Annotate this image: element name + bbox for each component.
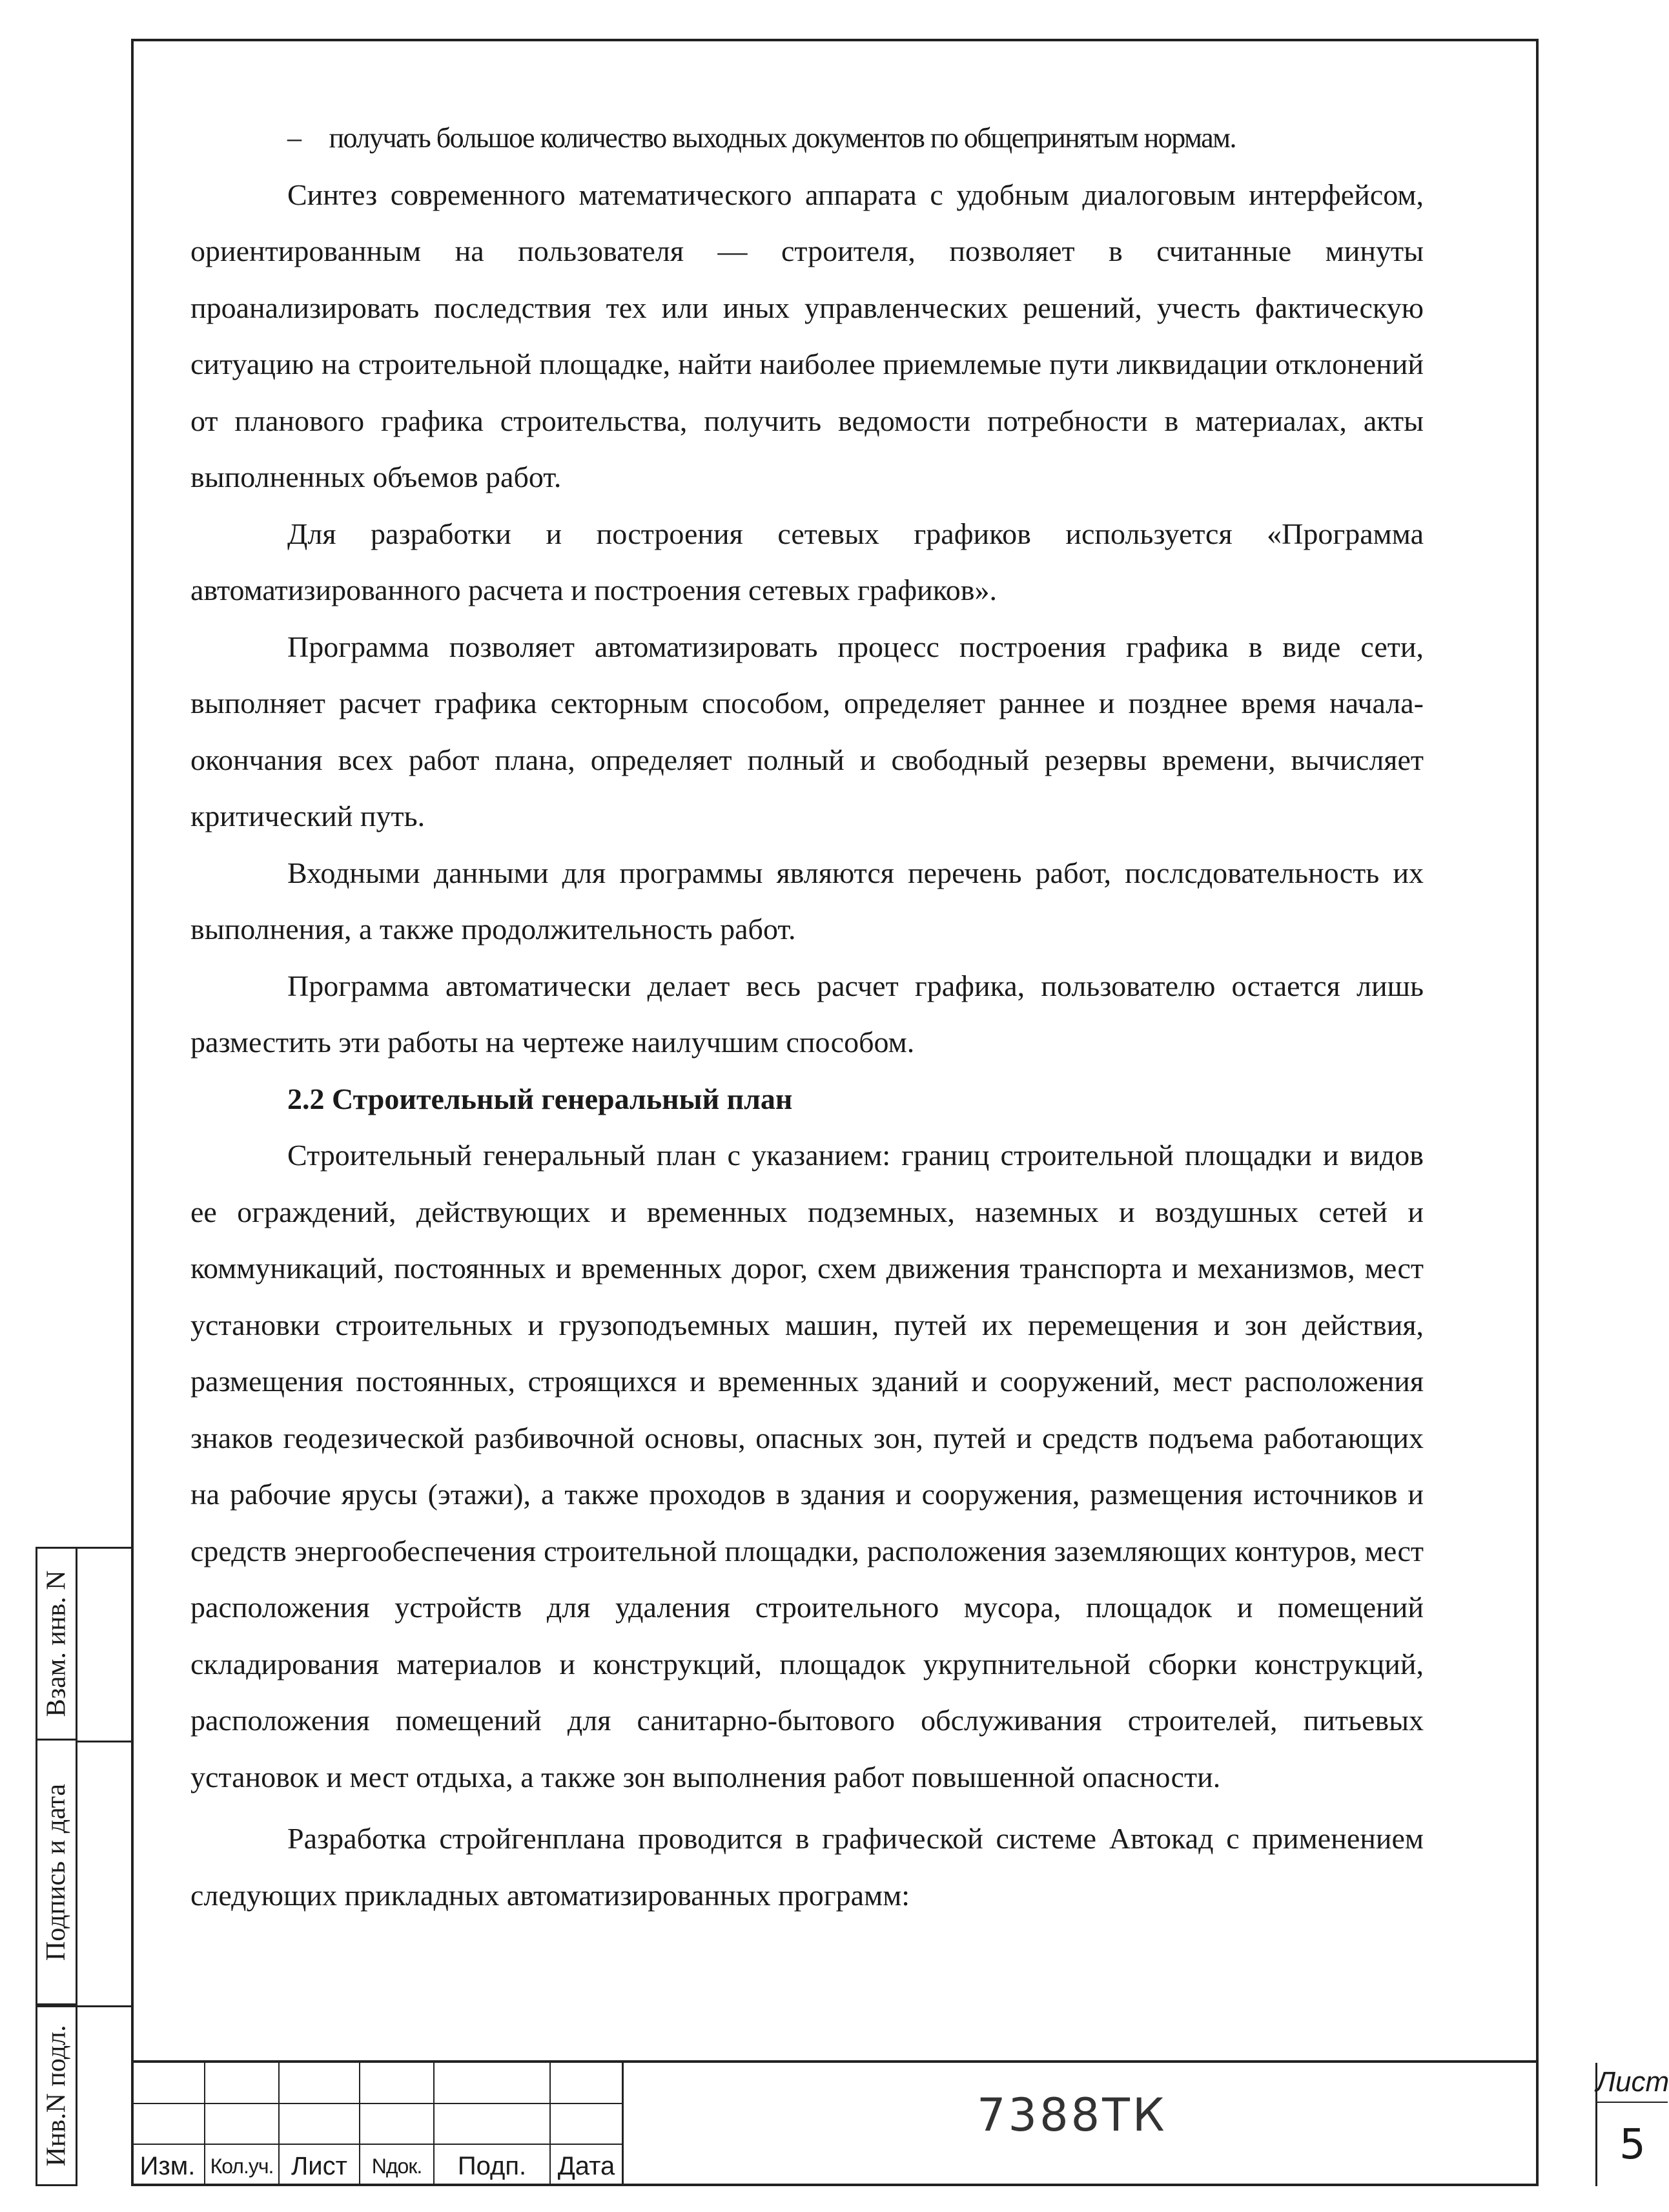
- paragraph: Для разработки и построения сетевых графиков используется «Программа автоматизированного расчета и построения сетевых графиков».: [190, 517, 1424, 606]
- paragraph: Разработка стройгенплана проводится в графической системе Автокад с применением следующих прикладных автоматизированных программ:: [190, 1822, 1424, 1912]
- section-heading: 2.2 Строительный генеральный план: [287, 1082, 793, 1115]
- sheet-label: Лист: [1597, 2063, 1668, 2103]
- side-stamp-inv-podl: [36, 2005, 76, 2186]
- paragraph: Программа позволяет автоматизировать процесс построения графика в виде сети, выполняет расчет графика секторным способом, определяет раннее и позднее время начала-окончания всех работ плана, определяет полный и свободный резервы времени, вычисляет критический путь.: [190, 630, 1424, 832]
- list-item-text: получать большое количество выходных документов по общепринятым нормам.: [329, 122, 1236, 154]
- paragraph: Строительный генеральный план с указанием: границ строительной площадки и видов ее ограждений, действующих и временных подземных, наземных и воздушных сетей и коммуникаций, постоянных и временных дорог, схем движения транспорта и механизмов, мест установки строительных и грузоподъемных машин, путей их перемещения и зон действия, размещения постоянных, строящихся и временных зданий и сооружений, мест расположения знаков геодезической разбивочной основы, опасных зон, путей и средств подъема работающих на рабочие ярусы (этажи), а также проходов в здания и сооружения, размещения источников и средств энергообеспечения строительной площадки, расположения заземляющих контуров, мест расположения устройств для удаления строительного мусора, площадок и помещений складирования материалов и конструкций, площадок укрупнительной сборки конструкций, расположения помещений для санитарно-бытового обслуживания строителей, питьевых установок и мест отдыха, а также зон выполнения работ повышенной опасности.: [190, 1139, 1424, 1793]
- paragraph: Входными данными для программы являются перечень работ, послсдовательность их выполнения, а также продолжительность работ.: [190, 856, 1424, 946]
- list-item: [190, 110, 1424, 167]
- side-stamp-podpis-data: [36, 1741, 76, 2005]
- document-body: [190, 110, 1424, 1923]
- col-data: Дата: [557, 2151, 615, 2180]
- paragraph: Синтез современного математического аппарата с удобным диалоговым интерфейсом, ориентированным на пользователя — строителя, позволяет в считанные минуты проанализировать последствия тех или иных управленческих решений, учесть фактическую ситуацию на строительной площадке, найти наиболее приемлемые пути ликвидации отклонений от планового графика строительства, получить ведомости потребности в материалах, акты выполненных объемов работ.: [190, 178, 1424, 493]
- side-stamp-column: [76, 1547, 131, 2186]
- sheet-box: [1595, 2063, 1668, 2186]
- document-code: 7388ТК: [977, 2089, 1167, 2142]
- col-podp: Подп.: [435, 2146, 551, 2186]
- col-ndok: Nдок.: [360, 2146, 435, 2186]
- col-izm: Изм.: [131, 2146, 205, 2186]
- side-stamp-label: Инв.N подл.: [41, 2025, 72, 2167]
- side-stamp-vzam-inv: [36, 1547, 76, 1741]
- paragraph: Программа автоматически делает весь расчет графика, пользователю остается лишь разместить эти работы на чертеже наилучшим способом.: [190, 969, 1424, 1059]
- col-list: Лист: [280, 2146, 360, 2186]
- sheet-number: 5: [1619, 2120, 1646, 2169]
- dash-bullet: –: [287, 122, 301, 154]
- side-stamp-divider: [76, 1741, 131, 1742]
- side-stamp-label: Подпись и дата: [41, 1783, 72, 1961]
- col-kol-uch: Кол.уч.: [205, 2146, 280, 2186]
- title-block-labels: [131, 2146, 622, 2186]
- side-stamp-divider: [76, 2005, 131, 2007]
- title-block: [131, 2060, 1669, 2186]
- side-stamp-label: Взам. инв. N: [41, 1570, 72, 1717]
